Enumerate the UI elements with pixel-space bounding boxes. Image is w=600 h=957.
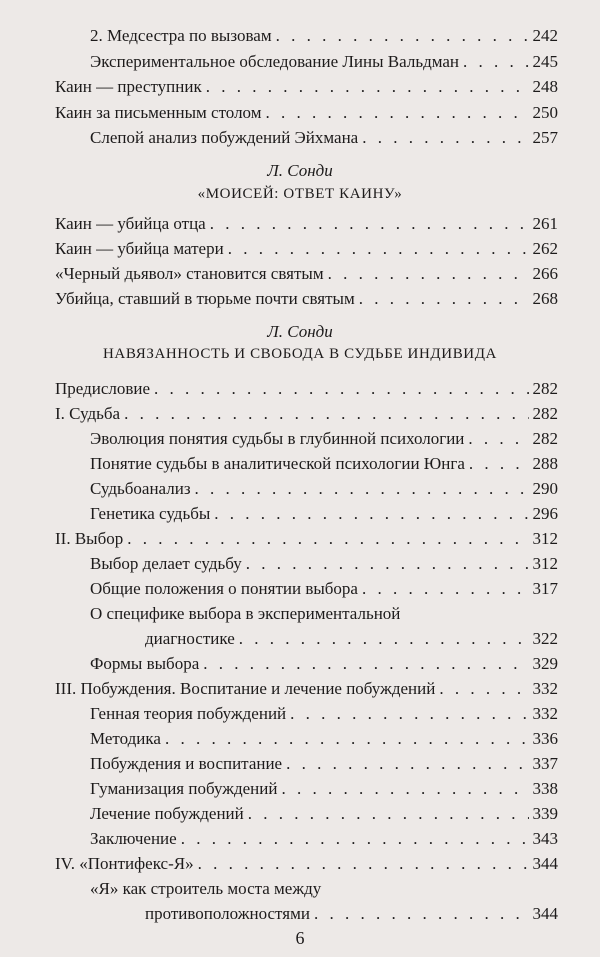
toc-entry-title: Генная теория побуждений [90,704,287,723]
toc-entry-title: Судьбоанализ [90,479,191,498]
toc-entry [55,677,558,701]
toc-entry-title: Общие положения о понятии выбора [90,579,358,598]
toc-entry-page: 344 [532,904,558,923]
leader-dots [127,527,528,551]
toc-entry-title: Каин — убийца матери [55,239,224,258]
leader-dots [463,50,528,74]
toc-entry-title: I. Судьба [55,404,121,423]
toc-entry-page: 317 [532,579,558,598]
toc-entry [90,652,558,676]
toc-entry-page: 248 [532,77,558,96]
toc-entry [145,902,558,926]
toc-entry-page: 339 [532,804,558,823]
toc-entry [55,527,558,551]
leader-dots [248,802,529,826]
toc-entry-title: Формы выбора [90,654,200,673]
toc-entry-title: Слепой анализ побуждений Эйхмана [90,128,359,147]
leader-dots [214,502,528,526]
toc-entry [145,627,558,651]
leader-dots [439,677,528,701]
toc-entry [55,377,558,401]
leader-dots [206,75,529,99]
toc-entry-page: 288 [532,454,558,473]
toc-entry [55,237,558,261]
toc-entry-title-line2: противоположностями [145,904,310,923]
toc-entry [55,287,558,311]
toc-entry-page: 261 [532,214,558,233]
toc-entry-page: 282 [532,379,558,398]
toc-entry [90,777,558,801]
toc-entry-page: 312 [532,554,558,573]
toc-entry-page: 266 [532,264,558,283]
toc-entry-page: 312 [532,529,558,548]
toc-entry-title: Каин за письменным столом [55,103,262,122]
leader-dots [165,727,529,751]
toc-entry-title: Генетика судьбы [90,504,211,523]
toc-entry-page: 282 [532,404,558,423]
toc-entry [90,752,558,776]
toc-entry-title: Понятие судьбы в аналитической психологии Юнга [90,454,465,473]
toc-entry [90,477,558,501]
toc-entry-title: II. Выбор [55,529,124,548]
leader-dots [228,237,529,261]
leader-dots [468,427,528,451]
toc-entry [90,802,558,826]
leader-dots [154,377,528,401]
toc-entry-title: Гуманизация побуждений [90,779,278,798]
toc-entry-title: IV. «Понтифекс-Я» [55,854,194,873]
leader-dots [195,477,529,501]
toc-entry-page: 336 [532,729,558,748]
toc-entry [55,262,558,286]
section-title: «МОИСЕЙ: ОТВЕТ КАИНУ» [197,186,403,202]
leader-dots [124,402,528,426]
toc-entry-page: 322 [532,629,558,648]
leader-dots [359,287,529,311]
toc-entry [90,24,558,48]
toc-entry-page: 343 [532,829,558,848]
toc-entry [90,727,558,751]
toc-entry-title-line2: диагностике [145,629,235,648]
toc-entry-title: III. Побуждения. Воспитание и лечение побуждений [55,679,436,698]
toc-entry-title: Предисловие [55,379,151,398]
toc-entry-title: Убийца, ставший в тюрьме почти святым [55,289,355,308]
leader-dots [246,552,529,576]
toc-entry [90,126,558,150]
toc-entry-page: 296 [532,504,558,523]
section-author: Л. Сонди [267,161,333,180]
toc-entry-title: 2. Медсестра по вызовам [90,26,272,45]
leader-dots [290,702,528,726]
toc-entry-title: Каин — убийца отца [55,214,206,233]
leader-dots [286,752,528,776]
toc-entry-title: Экспериментальное обследование Лины Вальдман [90,52,460,71]
toc-entry [90,427,558,451]
leader-dots [328,262,529,286]
toc-entry-page: 290 [532,479,558,498]
toc-entry-page: 329 [532,654,558,673]
toc-entry-page: 268 [532,289,558,308]
toc-entry-page: 257 [532,128,558,147]
toc-entry-title: Лечение побуждений [90,804,244,823]
toc-entry [55,212,558,236]
toc-entry-page: 282 [532,429,558,448]
toc-entry [90,50,558,74]
leader-dots [210,212,529,236]
toc-entry [90,452,558,476]
toc-entry-page: 332 [532,679,558,698]
toc-entry-page: 338 [532,779,558,798]
toc-entry-title: Эволюция понятия судьбы в глубинной психологии [90,429,465,448]
toc-entry [55,402,558,426]
toc-entry [55,75,558,99]
leader-dots [362,126,528,150]
toc-entry-page: 242 [532,26,558,45]
section-title: НАВЯЗАННОСТЬ И СВОБОДА В СУДЬБЕ ИНДИВИДА [103,346,497,362]
leader-dots [181,827,529,851]
leader-dots [198,852,529,876]
toc-entry [90,502,558,526]
toc-entry-page: 337 [532,754,558,773]
toc-entry-title: «Черный дьявол» становится святым [55,264,324,283]
toc-entry-page: 250 [532,103,558,122]
toc-entry-page: 332 [532,704,558,723]
leader-dots [281,777,528,801]
page-number: 6 [295,928,305,948]
toc-entry [55,852,558,876]
leader-dots [469,452,529,476]
toc-entry-title-line1: «Я» как строитель моста между [90,879,322,898]
toc-entry-title: Заключение [90,829,177,848]
toc-entry-page: 344 [532,854,558,873]
leader-dots [362,577,529,601]
toc-entry [90,552,558,576]
toc-entry-title: Методика [90,729,161,748]
toc-entry [90,827,558,851]
leader-dots [203,652,528,676]
leader-dots [239,627,529,651]
toc-entry [90,577,558,601]
leader-dots [276,24,529,48]
leader-dots [314,902,529,926]
toc-entry [55,101,558,125]
leader-dots [265,101,528,125]
toc-entry-title: Каин — преступник [55,77,202,96]
toc-entry [90,702,558,726]
toc-entry-page: 245 [532,52,558,71]
toc-entry-title: Выбор делает судьбу [90,554,242,573]
toc-entry-page: 262 [532,239,558,258]
toc-entry-title: Побуждения и воспитание [90,754,283,773]
section-author: Л. Сонди [267,322,333,341]
toc-entry-title-line1: О специфике выбора в экспериментальной [90,604,401,623]
